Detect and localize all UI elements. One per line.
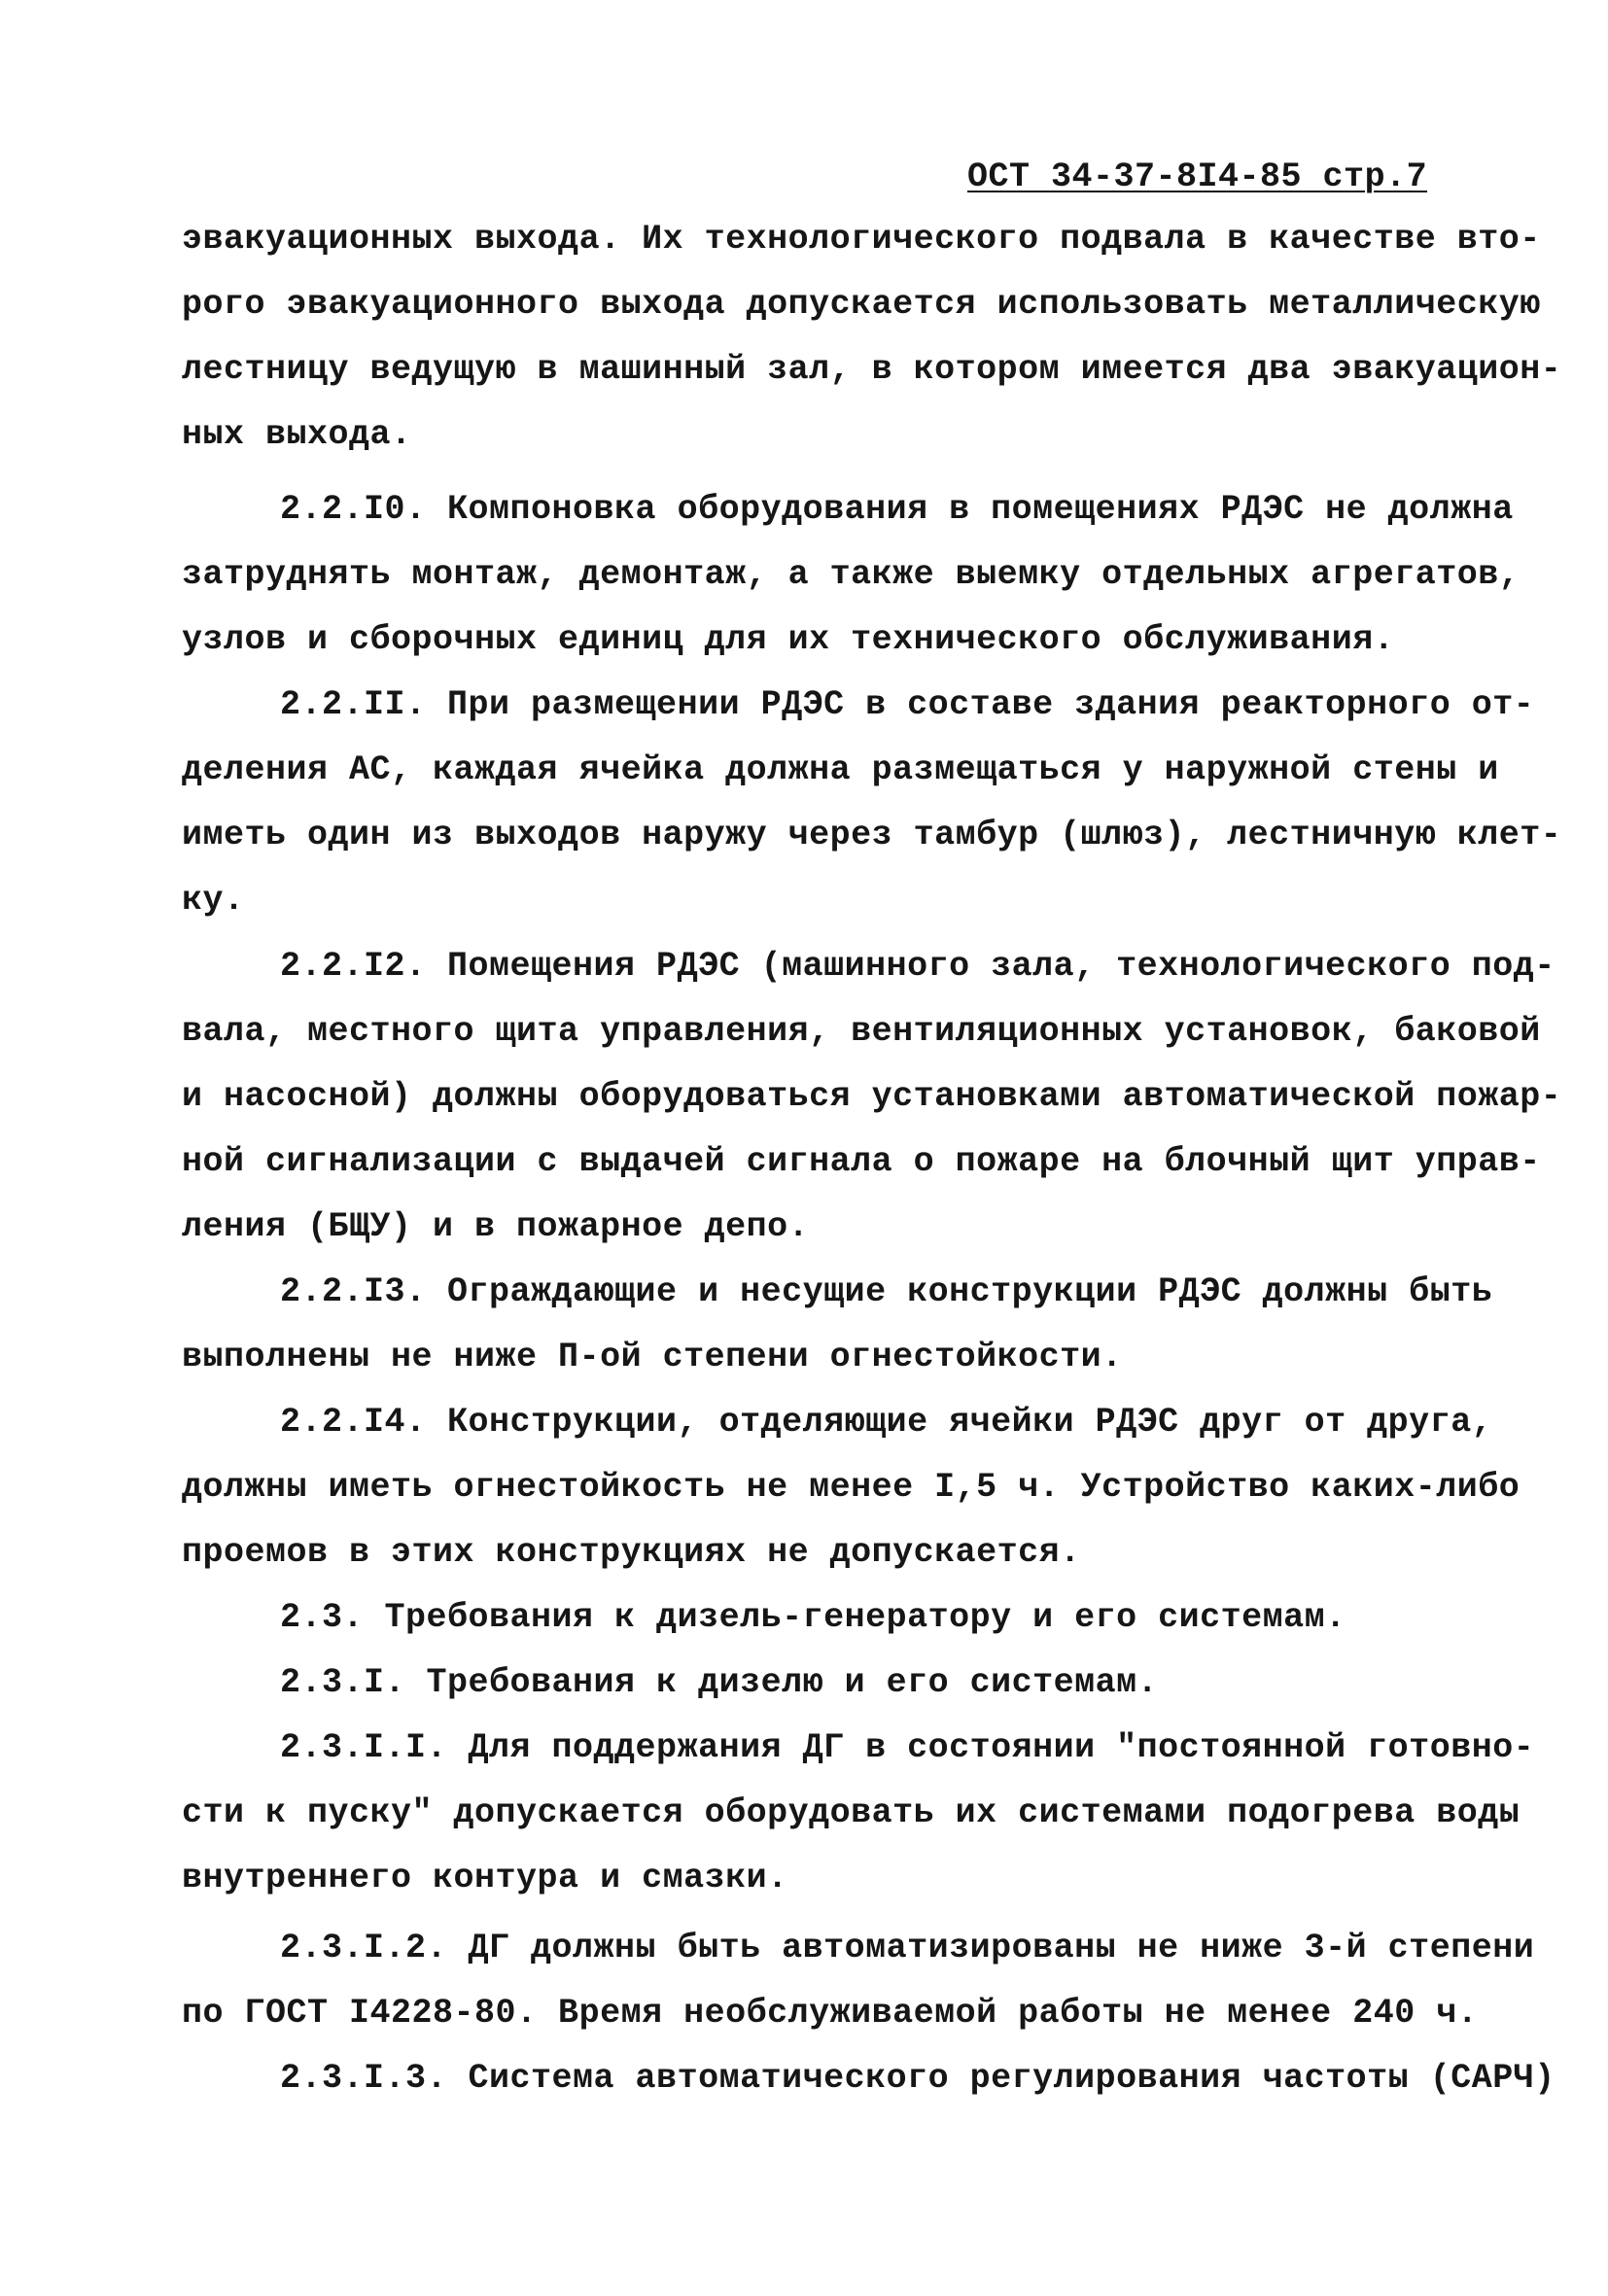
- text-line: 2.3. Требования к дизель-генератору и его системам.: [280, 1598, 1346, 1637]
- text-line: 2.2.II. При размещении РДЭС в составе здания реакторного от-: [280, 685, 1535, 724]
- text-line: по ГОСТ I4228-80. Время необслуживаемой работы не менее 240 ч.: [182, 1994, 1479, 2033]
- text-line: иметь один из выходов наружу через тамбур (шлюз), лестничную клет-: [182, 816, 1562, 854]
- text-line: узлов и сборочных единиц для их технического обслуживания.: [182, 620, 1395, 659]
- text-line: затруднять монтаж, демонтаж, а также выемку отдельных агрегатов,: [182, 555, 1521, 594]
- text-line: ления (БЩУ) и в пожарное депо.: [182, 1207, 810, 1246]
- text-line: 2.2.I2. Помещения РДЭС (машинного зала, технологического под-: [280, 947, 1556, 986]
- text-line: 2.3.I. Требования к дизелю и его системам.: [280, 1663, 1159, 1702]
- text-line: и насосной) должны оборудоваться установками автоматической пожар-: [182, 1077, 1562, 1116]
- text-line: деления АС, каждая ячейка должна размещаться у наружной стены и: [182, 750, 1499, 789]
- text-line: 2.3.I.I. Для поддержания ДГ в состоянии "постоянной готовно-: [280, 1728, 1535, 1767]
- text-line: ной сигнализации с выдачей сигнала о пожаре на блочный щит управ-: [182, 1142, 1541, 1181]
- text-line: 2.3.I.2. ДГ должны быть автоматизированы не ниже 3-й степени: [280, 1929, 1535, 1967]
- text-line: 2.2.I3. Ограждающие и несущие конструкции РДЭС должны быть: [280, 1272, 1493, 1311]
- text-line: проемов в этих конструкциях не допускается.: [182, 1533, 1081, 1572]
- text-line: эвакуационных выхода. Их технологического подвала в качестве вто-: [182, 220, 1541, 259]
- text-line: вала, местного щита управления, вентиляционных установок, баковой: [182, 1012, 1541, 1051]
- page-header: ОСТ 34-37-8I4-85 стр.7: [967, 157, 1428, 196]
- text-line: лестницу ведущую в машинный зал, в котором имеется два эвакуацион-: [182, 350, 1562, 389]
- text-line: сти к пуску" допускается оборудовать их системами подогрева воды: [182, 1793, 1521, 1832]
- text-line: ку.: [182, 881, 245, 920]
- text-line: выполнены не ниже П-ой степени огнестойкости.: [182, 1338, 1123, 1376]
- text-line: внутреннего контура и смазки.: [182, 1859, 788, 1897]
- text-line: должны иметь огнестойкость не менее I,5 ч. Устройство каких-либо: [182, 1468, 1521, 1507]
- text-line: 2.2.I4. Конструкции, отделяющие ячейки РДЭС друг от друга,: [280, 1403, 1493, 1442]
- text-line: 2.3.I.3. Система автоматического регулирования частоты (САРЧ): [280, 2059, 1556, 2098]
- text-line: ных выхода.: [182, 415, 412, 454]
- text-line: рого эвакуационного выхода допускается использовать металлическую: [182, 285, 1541, 324]
- text-line: 2.2.I0. Компоновка оборудования в помещениях РДЭС не должна: [280, 490, 1514, 529]
